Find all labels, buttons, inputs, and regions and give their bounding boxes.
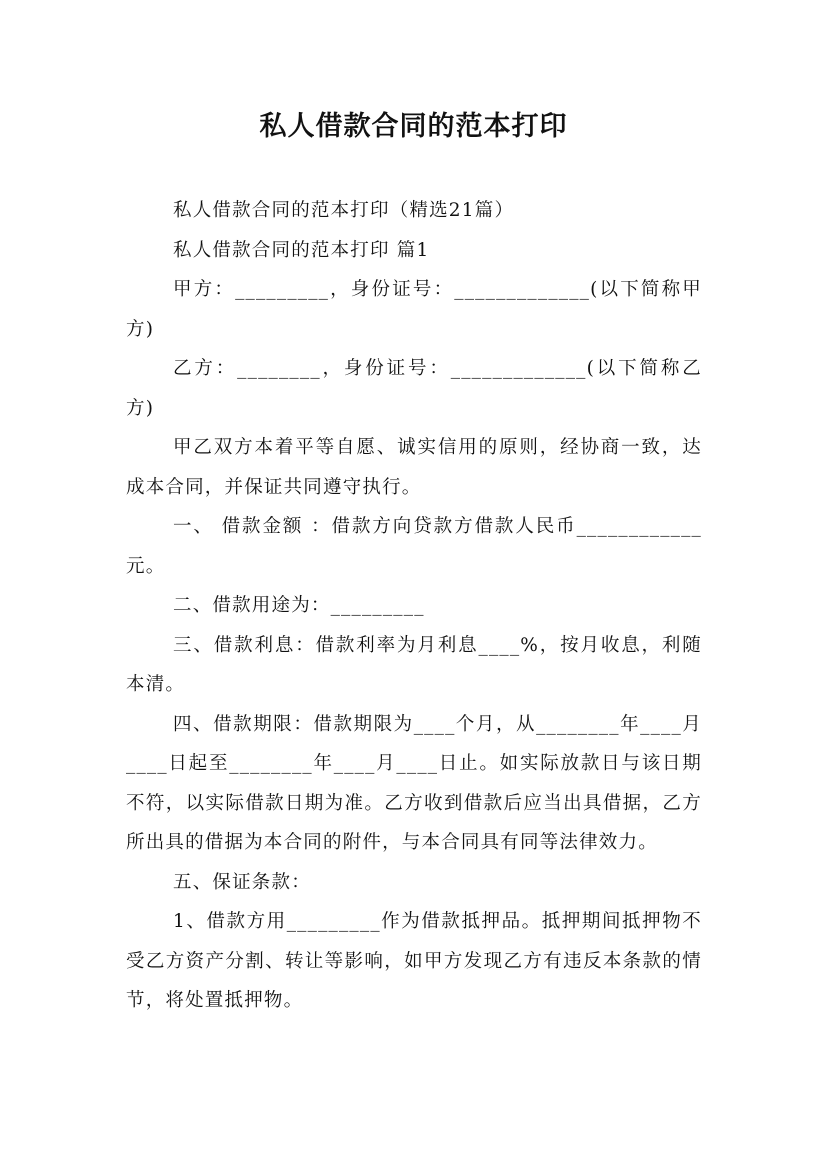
clause-loan-interest: 三、借款利息：借款利率为月利息____%，按月收息，利随本清。 — [126, 634, 702, 695]
agreement-paragraph: 甲乙双方本着平等自愿、诚实信用的原则，经协商一致，达成本合同，并保证共同遵守执行。 — [126, 437, 702, 498]
section-heading: 私人借款合同的范本打印 篇1 — [173, 239, 430, 261]
document-body — [126, 191, 702, 1021]
clause-guarantee-heading: 五、保证条款： — [173, 871, 311, 893]
party-a-line: 甲方：_________，身份证号：_____________(以下简称甲方) — [126, 279, 702, 340]
clause-loan-term: 四、借款期限：借款期限为____个月，从________年____月____日起至________年____月____日止。如实际放款日与该日期不符，以实际借款日期为准。乙方收到借款后应当出具借据，乙方所出具的借据为本合同的附件，与本合同具有同等法律效力。 — [126, 713, 702, 853]
clause-loan-purpose: 二、借款用途为：_________ — [173, 595, 425, 616]
subtitle-paragraph: 私人借款合同的范本打印（精选21篇） — [173, 200, 515, 221]
clause-loan-amount: 一、 借款金额 ：借款方向贷款方借款人民币____________元。 — [126, 516, 702, 577]
document-title: 私人借款合同的范本打印 — [259, 111, 568, 142]
party-b-line: 乙方：________，身份证号：_____________(以下简称乙方) — [126, 358, 702, 419]
clause-guarantee-collateral: 1、借款方用_________作为借款抵押品。抵押期间抵押物不受乙方资产分割、转让等影响，如甲方发现乙方有违反本条款的情节，将处置抵押物。 — [126, 911, 702, 1011]
